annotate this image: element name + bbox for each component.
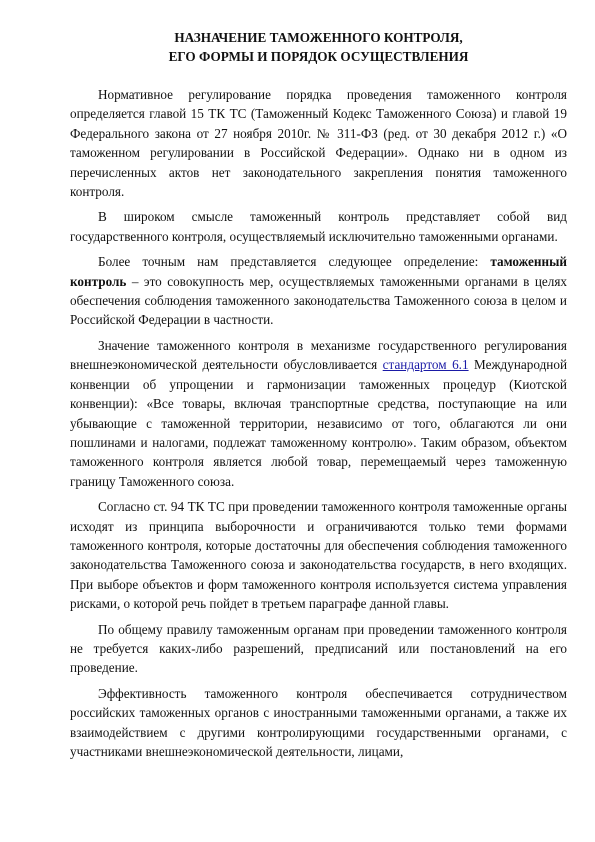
significance-text: Международной конвенции об упрощении и гармонизации таможенных процедур (Киотской конвенции): «Все товары, включая транспортные средства, поступающие на или убывающие с таможенной территории, независимо от того, облагаются ли они пошлинами и налогами, подлежат таможенному контролю». Таким образом, объектом таможенного контроля является любой товар, перемещаемый через таможенную границу Таможенного союза. [70,357,567,489]
definition-text: – это совокупность мер, осуществляемых таможенными органами в целях обеспечения соблюдения таможенного законодательства Таможенного союза в целом и Российской Федерации в частности. [70,273,567,328]
paragraph-broad-sense: В широком смысле таможенный контроль представляет собой вид государственного контроля, осуществляемый исключительно таможенными органами. [70,209,567,244]
paragraph-effectiveness: Эффективность таможенного контроля обеспечивается сотрудничеством российских таможенных органов с иностранными таможенными органами, а также их взаимодействием с другими контролирующими государственными органами, с участниками внешнеэкономической деятельности, лицами, [70,685,567,759]
title-line-2: ЕГО ФОРМЫ И ПОРЯДОК ОСУЩЕСТВЛЕНИЯ [168,49,469,64]
paragraph-definition [70,252,567,330]
paragraph-significance [70,336,567,491]
title-line-1: НАЗНАЧЕНИЕ ТАМОЖЕННОГО КОНТРОЛЯ, [174,30,463,45]
paragraph-selectivity: Согласно ст. 94 ТК ТС при проведении таможенного контроля таможенные органы исходят из принципа выборочности и ограничиваются только теми формами таможенного контроля, которые достаточны для обеспечения соблюдения таможенного законодательства Таможенного союза и законодательства государств, в него входящих. При выборе объектов и форм таможенного контроля используется система управления рисками, о которой речь пойдет в третьем параграфе данной главы. [70,499,567,612]
significance-intro: Значение таможенного контроля в механизме государственного регулирования внешнеэкономической деятельности обусловливается [70,337,567,373]
paragraph-regulation: Нормативное регулирование порядка проведения таможенного контроля определяется главой 15 ТК ТС (Таможенный Кодекс Таможенного Союза) и главой 19 Федерального закона от 27 ноября 2010г. № 311-ФЗ (ред. от 30 декабря 2012 г.) «О таможенном регулировании в Российской Федерации». Однако ни в одном из перечисленных актов нет законодательного закрепления понятия таможенного контроля. [70,87,567,200]
definition-intro: Более точным нам представляется следующее определение: [98,254,491,270]
definition-term: таможенный контроль [70,254,567,289]
paragraph-no-permission: По общему правилу таможенным органам при проведении таможенного контроля не требуется каких-либо разрешений, предписаний или постановлений на его проведение. [70,621,567,676]
standard-link[interactable]: стандартом 6.1 [382,357,469,373]
document-title [70,28,567,66]
